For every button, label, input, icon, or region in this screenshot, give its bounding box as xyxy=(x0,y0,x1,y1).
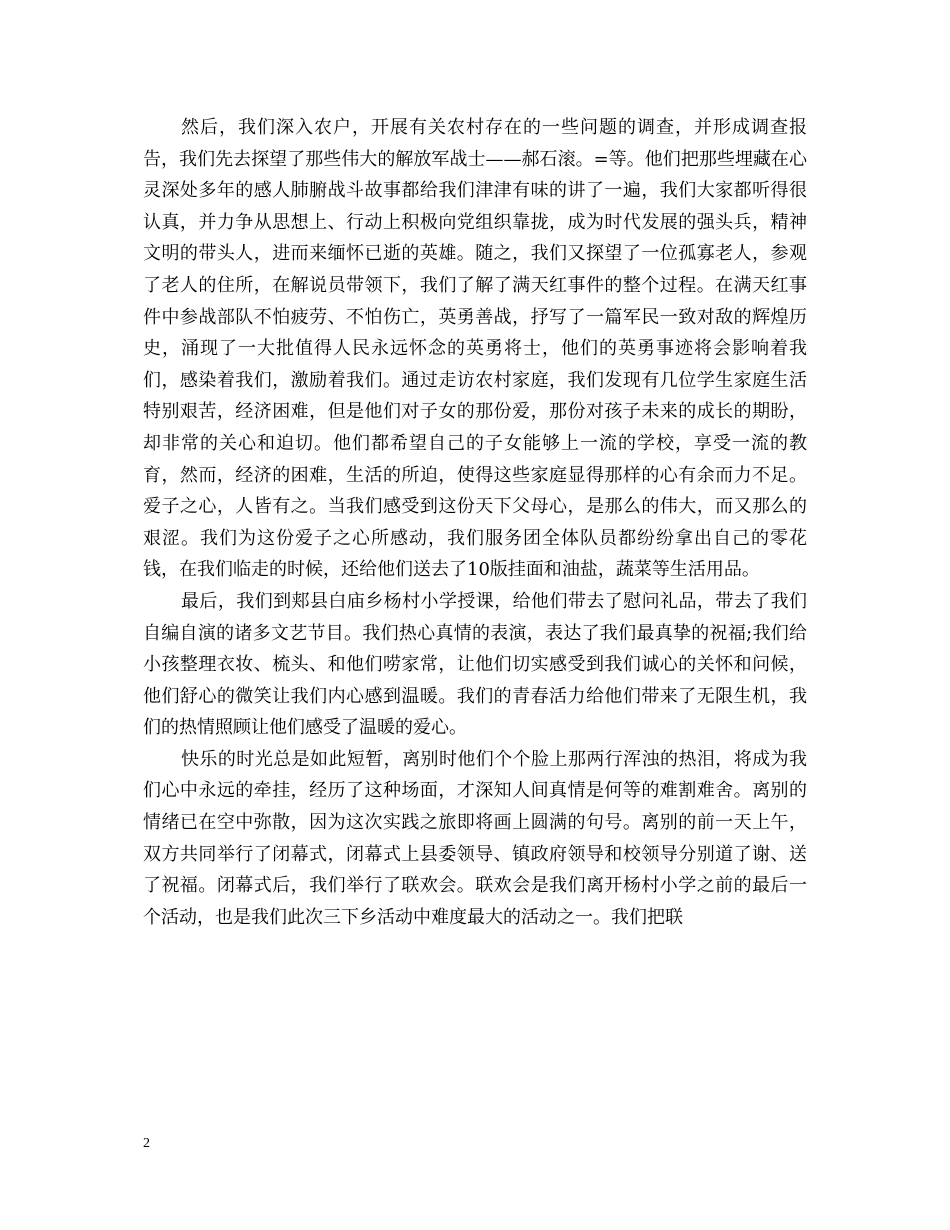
paragraph-2: 最后，我们到郏县白庙乡杨村小学授课，给他们带去了慰问礼品，带去了我们自编自演的诸多文艺节目。我们热心真情的表演，表达了我们最真挚的祝福;我们给小孩整理衣妆、梳头、和他们唠家常，让他们切实感受到我们诚心的关怀和问候，他们舒心的微笑让我们内心感到温暖。我们的青春活力给他们带来了无限生机，我们的热情照顾让他们感受了温暖的爱心。 xyxy=(143,590,807,739)
paragraph-1: 然后，我们深入农户，开展有关农村存在的一些问题的调查，并形成调查报告，我们先去探望了那些伟大的解放军战士——郝石滚。=等。他们把那些埋藏在心灵深处多年的感人肺腑战斗故事都给我们津津有味的讲了一遍，我们大家都听得很认真，并力争从思想上、行动上积极向党组织靠拢，成为时代发展的强头兵，精神文明的带头人，进而来缅怀已逝的英雄。随之，我们又探望了一位孤寡老人，参观了老人的住所，在解说员带领下，我们了解了满天红事件的整个过程。在满天红事件中参战部队不怕疲劳、不怕伤亡，英勇善战，抒写了一篇军民一致对敌的辉煌历史，涌现了一大批值得人民永远怀念的英勇将士，他们的英勇事迹将会影响着我们，感染着我们，激励着我们。通过走访农村家庭，我们发现有几位学生家庭生活特别艰苦，经济困难，但是他们对子女的那份爱，那份对孩子未来的成长的期盼，却非常的关心和迫切。他们都希望自己的子女能够上一流的学校，享受一流的教育，然而，经济的困难，生活的所迫，使得这些家庭显得那样的心有余而力不足。爱子之心，人皆有之。当我们感受到这份天下父母心，是那么的伟大，而又那么的艰涩。我们为这份爱子之心所感动，我们服务团全体队员都纷纷拿出自己的零花钱，在我们临走的时候，还给他们送去了10版挂面和油盐，蔬菜等生活用品。 xyxy=(143,117,807,581)
paragraph-3: 快乐的时光总是如此短暂，离别时他们个个脸上那两行浑浊的热泪，将成为我们心中永远的牵挂，经历了这种场面，才深知人间真情是何等的难割难舍。离别的情绪已在空中弥散，因为这次实践之旅即将画上圆满的句号。离别的前一天上午，双方共同举行了闭幕式，闭幕式上县委领导、镇政府领导和校领导分别道了谢、送了祝福。闭幕式后，我们举行了联欢会。联欢会是我们离开杨村小学之前的最后一个活动，也是我们此次三下乡活动中难度最大的活动之一。我们把联 xyxy=(143,748,807,928)
page-number: 2 xyxy=(143,1136,150,1151)
body-text xyxy=(143,112,807,933)
